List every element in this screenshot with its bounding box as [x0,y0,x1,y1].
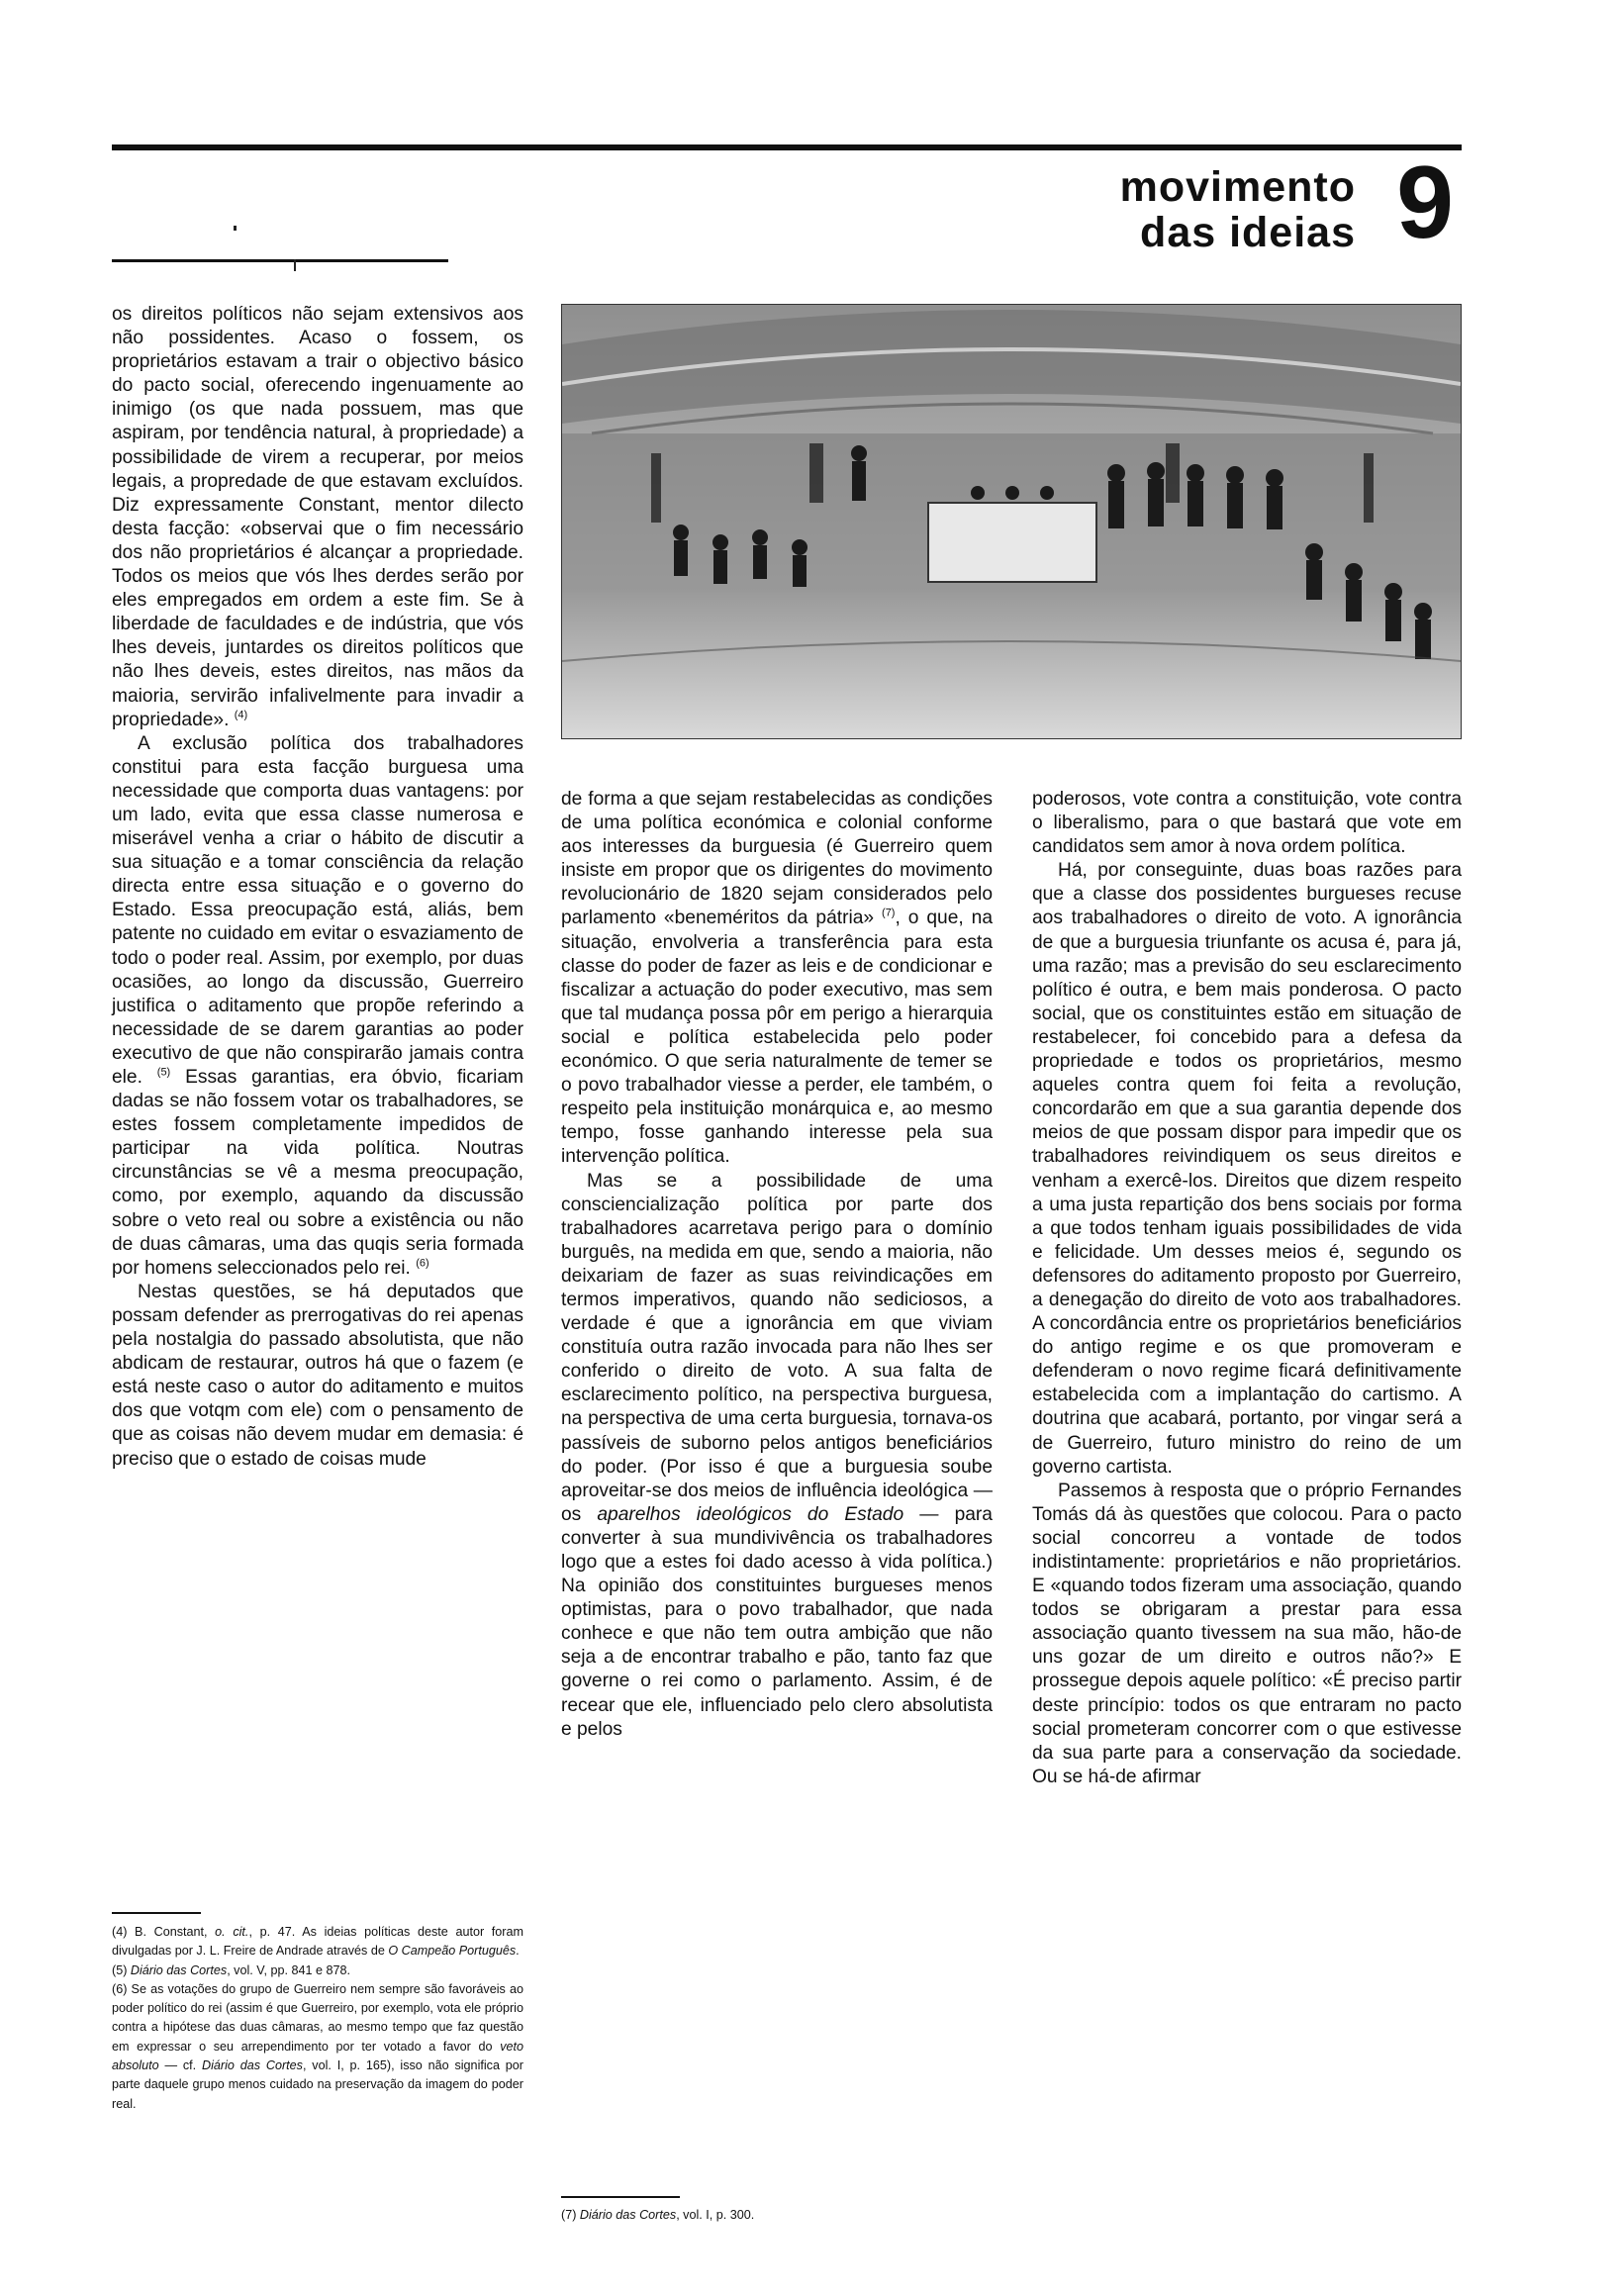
paragraph [1032,1480,1462,1789]
footnote-text: — cf. [158,2058,202,2073]
footnote-emphasis: o. cit. [215,1925,249,1939]
footnote-rule [112,1912,201,1914]
footnote-6 [112,1980,523,2114]
footnote-5 [112,1961,523,1980]
footnote-emphasis: O Campeão Português [388,1944,517,1959]
footnote-text: (4) B. Constant, [112,1925,216,1939]
paragraph [561,1170,993,1742]
section-title-line2: das ideias [1140,209,1356,256]
footnote-ref: (6) [416,1257,429,1270]
footnote-ref: (7) [882,908,896,920]
section-title [1049,164,1356,255]
paragraph [561,788,993,1170]
paragraph-text: poderosos, vote contra a constituição, vote contra o liberalismo, para o que bastará que vote em candidatos sem amor à nova ordem política. [1032,789,1462,858]
paragraph [112,303,523,732]
footnote-text: (7) [561,2208,580,2222]
footnote-rule [561,2196,680,2198]
paragraph-text: Nestas questões, se há deputados que possam defender as prerrogativas do rei apenas pela nostalgia do passado absolutista, que não abdicam de restaurar, outros há que o fazem (e está neste caso o autor do aditamento e muitos dos que votqm com ele) com o pensamento de que as coisas não devem mudar em demasia: é preciso que o estado de coisas mude [112,1281,523,1470]
footnote-emphasis: Diário das Cortes [579,2208,677,2222]
column-right [1032,788,1462,1789]
footnote-text: , vol. I, p. 165), isso não significa por parte daquele grupo menos cuidado na preservação da imagem do poder real. [112,2058,523,2111]
top-rule [112,144,1462,150]
footnote-ref: (5) [156,1066,171,1079]
paragraph-text: Há, por conseguinte, duas boas razões para que a classe dos possidentes burgueses recuse aos trabalhadores o direito de voto. A ignorância de que a burguesia triunfante os acusa é, para já, uma razão; mas a previsão do seu esclarecimento político é outra, e bem mais ponderosa. O pacto social, que os constituintes estão em situação de restabelecer, foi concebido para a defesa da propriedade e todos os proprietários, mesmo aqueles contra quem foi feita a revolução, concordarão em que a sua garantia depende dos meios de que possam dispor para impedir que os trabalhadores reivindiquem os seus direitos e venham a exercê-los. Direitos que dizem respeito a uma justa repartição dos bens sociais por forma a que todos tenham iguais possibilidades de vida e felicidade. Um desses meios é, segundo os defensores do aditamento proposto por Guerreiro, a denegação do direito de voto aos trabalhadores. A concordância entre os proprietários beneficiários do antigo regime e os que promoveram e defenderam o novo regime ficará definitivamente estabelecida com a implantação do cartismo. A doutrina que acabará, portanto, por vingar será a de Guerreiro, futuro ministro do reino de um governo cartista. [1032,860,1462,1478]
footnote-text: (5) [112,1962,131,1977]
footnote-text: , vol. I, p. 300. [676,2208,755,2222]
paragraph-text: de forma a que sejam restabelecidas as condições de uma política económica e colonial conforme aos interesses da burguesia (é Guerreiro quem insiste em propor que os dirigentes do movimento revolucionário de 1820 sejam considerados pelo parlamento «beneméritos da pátria» [561,789,993,929]
footnotes-middle [561,2206,993,2225]
page-number: 9 [1396,145,1454,260]
printing-mark [294,259,296,271]
paragraph-text: Essas garantias, era óbvio, ficariam dadas se não fossem votar os trabalhadores, se estes fossem completamente impedidos de participar na vida política. Noutras circunstâncias se vê a mesma preocupação, como, por exemplo, aquando da discussão sobre o veto real ou sobre a existência ou não de duas câmaras, uma das quqis seria formada por homens seleccionados pelo rei. [112,1067,523,1279]
footnote-ref: (4) [234,709,248,721]
footnote-text: , vol. V, pp. 841 e 878. [227,1962,351,1977]
footnote-7 [561,2206,993,2225]
paragraph-text: A exclusão política dos trabalhadores constitui para esta facção burguesa uma necessidade que comporta duas vantagens: por um lado, evita que essa classe numerosa e miserável venha a criar o hábito de discutir a sua situação e a tomar consciência da relação directa entre essa situação e o governo do Estado. Essa preocupação está, aliás, bem patente no cuidado em evitar o esvaziamento de todo o poder real. Assim, por exemplo, por duas ocasiões, ao longo da discussão, Guerreiro justifica o aditamento que propõe referindo a necessidade de se darem garantias ao poder executivo de que não conspirarão jamais contra ele. [112,732,523,1088]
footnote-text: (6) Se as votações do grupo de Guerreiro nem sempre são favoráveis ao poder político do rei (assim é que Guerreiro, por exemplo, vota ele próprio contra a hipótese das duas câmaras, ao mesmo tempo que faz questão em expressar o seu arrependimento por ter votado a favor do [112,1981,523,2054]
paragraph-text: Mas se a possibilidade de uma consciencialização política por parte dos trabalhadores acarretava perigo para o domínio burguês, na medida em que, sendo a maioria, não deixariam de fazer as suas reivindicações em termos imperativos, quando não sediciosos, a verdade é que a ignorância em que viviam constituía outra razão invocada para não lhes ser conferido o direito de voto. A sua falta de esclarecimento político, na perspectiva burguesa, na perspectiva de uma certa burguesia, tornava-os passíveis de suborno pelos antigos beneficiários do poder. (Por isso é que a burguesia soube aproveitar-se dos meios de influência ideológica — os [561,1170,993,1525]
footnotes-left [112,1923,523,2114]
paragraph-text: os direitos políticos não sejam extensivos aos não possidentes. Acaso o fossem, os proprietários estavam a trair o objectivo básico do pacto social, oferecendo ingenuamente ao inimigo (os que nada possuem, mas que aspiram, por tendência natural, à propriedade) a possibilidade de virem a recuperar, por meios legais, a propredade de que estavam excluídos. Diz expressamente Constant, mentor dilecto desta facção: «observai que o fim necessário dos não proprietários é alcançar a propriedade. Todos os meios que vós lhes derdes serão por eles empregados em ordem a este fim. Se à liberdade de faculdades e de indústria, que vós lhes deveis, juntardes os direitos políticos que não lhes deveis, estes direitos, nas mãos da maioria, servirão infalivelmente para invadir a propriedade». [112,304,523,730]
column-left [112,303,523,1472]
footnote-emphasis: veto absoluto [112,2039,523,2073]
column-middle [561,788,993,1742]
photo-illustration [562,305,1461,738]
footnote-4 [112,1923,523,1961]
printing-mark [234,226,237,231]
paragraph-text: , o que, na situação, envolveria a transferência para esta classe do poder de fazer as leis e de condicionar e fiscalizar a actuação do poder executivo, mas sem que tal mudança possa pôr em perigo a hierarquia social e política estabelecida pelo poder económico. O que seria naturalmente de temer se o povo trabalhador viesse a perder, ele também, o respeito pela instituição monárquica e, ao mesmo tempo, fosse ganhando interesse pela sua intervenção política. [561,908,993,1168]
footnote-text: . [516,1944,520,1959]
paragraph [112,732,523,1281]
footnote-emphasis: Diário das Cortes [130,1962,228,1977]
emphasis-text: aparelhos ideológicos do Estado [597,1503,904,1525]
paragraph [112,1281,523,1472]
header-left-rule [112,259,448,262]
paragraph [1032,788,1462,859]
paragraph-text: Passemos à resposta que o próprio Fernandes Tomás dá às questões que colocou. Para o pacto social concorreu a vontade de todos indistintamente: proprietários e não proprietários. E «quando todos fizeram uma associação, quando todos se obrigaram a prestar para essa associação quanto tivessem na sua mão, hão-de uns gozar de um direito e outros não?» E prossegue depois aquele político: «É preciso partir deste princípio: todos os que entraram no pacto social prometeram concorrer com o que estivesse da sua parte para a conservação da sociedade. Ou se há-de afirmar [1032,1480,1462,1787]
footnote-text: , p. 47. As ideias políticas deste autor foram divulgadas por J. L. Freire de Andrade através de [112,1925,523,1959]
paragraph [1032,859,1462,1479]
footnote-emphasis: Diário das Cortes [202,2058,303,2073]
historical-photo-cortes-assembly-icon [561,304,1462,739]
section-title-line1: movimento [1119,163,1356,211]
paragraph-text: — para converter à sua mundivivência os trabalhadores logo que a estes foi dado acesso à vida política.) Na opinião dos constituintes burgueses menos optimistas, para o povo trabalhador, que nada conhece e que não tem outra ambição que não seja a de encontrar trabalho e pão, tanto faz que governe o rei como o parlamento. Assim, é de recear que ele, influenciado pelo clero absolutista e pelos [561,1503,993,1740]
